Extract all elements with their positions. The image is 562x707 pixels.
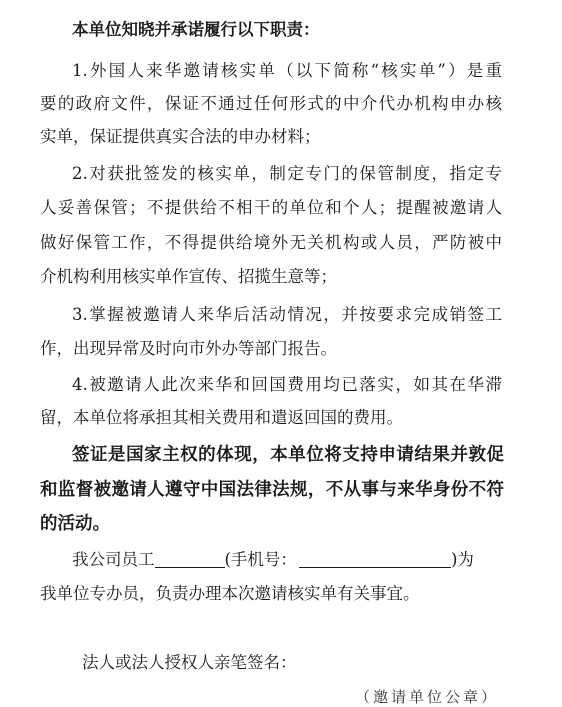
employee-name-field[interactable]	[155, 551, 225, 568]
phone-number-field[interactable]	[299, 551, 451, 568]
employee-suffix: )为	[450, 550, 474, 569]
stamp-hint: （邀请单位公章）	[355, 688, 500, 706]
item-3-line-2: 作，出现异常及时向市外办等部门报告。	[40, 339, 337, 358]
item-2-line-4: 介机构利用核实单作宣传、招揽生意等；	[40, 267, 337, 286]
sovereignty-statement-line-3: 的活动。	[40, 514, 110, 534]
commitment-heading: 本单位知晓并承诺履行以下职责：	[72, 20, 320, 39]
item-2-line-3: 做好保管工作，不得提供给境外无关机构或人员，严防被中	[40, 233, 502, 252]
sovereignty-statement-line-1: 签证是国家主权的体现，本单位将支持申请结果并敦促	[72, 445, 504, 465]
employee-designation-line-1	[72, 550, 474, 570]
item-2-line-1: 2.对获批签发的核实单，制定专门的保管制度，指定专	[72, 164, 502, 183]
item-4-line-2: 留，本单位将承担其相关费用和遣返回国的费用。	[40, 408, 403, 427]
employee-designation-line-2: 我单位专办员，负责办理本次邀请核实单有关事宜。	[40, 584, 420, 603]
item-1-line-3: 实单，保证提供真实合法的申办材料；	[40, 127, 321, 146]
employee-prefix: 我公司员工	[72, 550, 155, 569]
item-1-line-2: 要的政府文件，保证不通过任何形式的中介代办机构申办核	[40, 94, 502, 113]
item-2-line-2: 人妥善保管；不提供给不相干的单位和个人；提醒被邀请人	[40, 198, 502, 217]
signature-label: 法人或法人授权人亲笔签名：	[82, 653, 297, 672]
item-3-line-1: 3.掌握被邀请人来华后活动情况，并按要求完成销签工	[72, 305, 502, 324]
item-4-line-1: 4.被邀请人此次来华和回国费用均已落实，如其在华滞	[72, 375, 502, 394]
phone-label: (手机号：	[224, 550, 297, 569]
sovereignty-statement-line-2: 和监督被邀请人遵守中国法律法规，不从事与来华身份不符	[40, 480, 504, 500]
item-1-line-1: 1.外国人来华邀请核实单（以下简称“核实单”）是重	[72, 61, 502, 80]
